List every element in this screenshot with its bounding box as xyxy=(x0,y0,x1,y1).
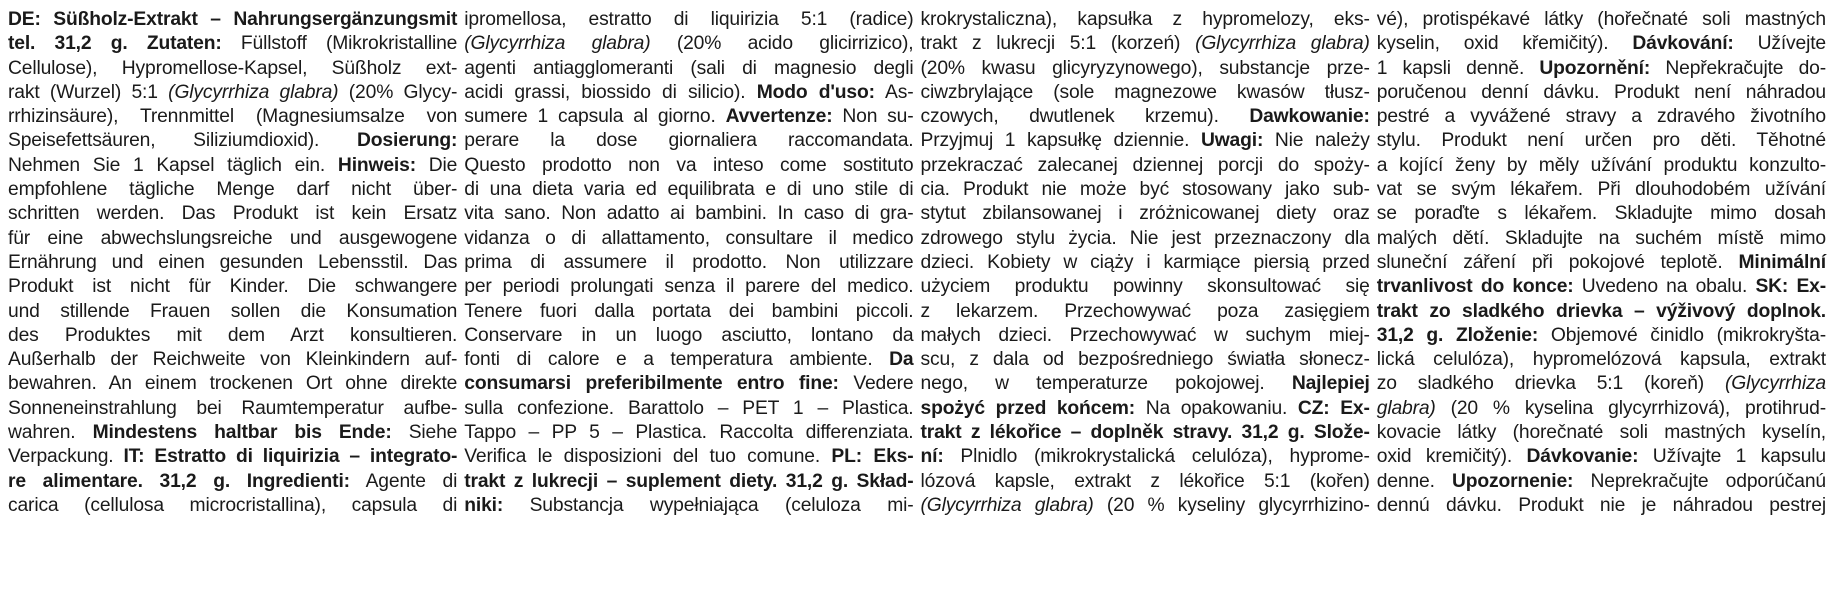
body-text: trakt z lukrecji 5:1 (korzeń) xyxy=(920,33,1196,55)
body-text: empfohlene tägliche Menge darf nicht über- xyxy=(8,179,458,201)
body-text: Agente di xyxy=(349,470,458,492)
body-text: fonti di calore e a temperatura ambiente. xyxy=(464,349,890,371)
text-line xyxy=(921,57,1370,81)
text-line xyxy=(464,154,913,178)
bold-text: Da xyxy=(889,349,914,371)
body-text: Verpackung. xyxy=(8,446,124,468)
body-text: vat se svým lékařem. Při dlouhodobém užívání xyxy=(1376,179,1826,201)
body-text: Objemové činidlo (mikrokryšta- xyxy=(1538,324,1826,346)
body-text: stylu. Produkt není určen pro děti. Těhotné xyxy=(1376,130,1826,152)
body-text: bewahren. An einem trockenen Ort ohne direkte xyxy=(8,373,458,395)
bold-text: spożyć przed końcem: xyxy=(920,397,1136,419)
text-line xyxy=(8,32,457,56)
text-line xyxy=(8,275,457,299)
text-column-3 xyxy=(921,8,1370,597)
body-text: As- xyxy=(874,81,914,103)
text-line xyxy=(8,324,457,348)
text-line xyxy=(1377,372,1826,396)
text-line xyxy=(921,324,1370,348)
text-line xyxy=(464,202,913,226)
body-text: se poraďte s lékařem. Skladujte mimo dosah xyxy=(1376,203,1826,225)
text-line xyxy=(1377,445,1826,469)
body-text: (20 % kyselina glycyrrhizová), protihrud- xyxy=(1435,397,1826,419)
text-line xyxy=(921,202,1370,226)
text-line xyxy=(8,81,457,105)
body-text: sumere 1 capsula al giorno. xyxy=(464,106,726,128)
body-text: kovacie látky (horečnaté soli mastných kyselín, xyxy=(1376,422,1826,444)
text-line xyxy=(921,445,1370,469)
bold-text: Najlepiej xyxy=(1291,373,1370,395)
text-line xyxy=(1377,348,1826,372)
text-line xyxy=(8,494,457,518)
body-text: a kojící ženy by měly užívání produktu konzulto- xyxy=(1376,154,1826,176)
text-column-1 xyxy=(8,8,457,597)
body-text: malých dětí. Skladujte na suchém místě mimo xyxy=(1376,227,1826,249)
bold-text: trakt z lukrecji – suplement diety. 31,2 g. Skład- xyxy=(464,470,914,492)
body-text: oxid kremičitý). xyxy=(1376,446,1527,468)
body-text: przekraczać zalecanej dziennej porcji do spoży- xyxy=(920,154,1370,176)
text-line xyxy=(464,81,913,105)
body-text: di una dieta varia ed equilibrata e di uno stile di xyxy=(464,179,914,201)
body-text: Plnidlo (mikrokrystalická celulóza), hyprome- xyxy=(943,446,1370,468)
text-line xyxy=(464,178,913,202)
bold-text: IT: Estratto di liquirizia – integrato- xyxy=(123,446,458,468)
text-line xyxy=(1377,227,1826,251)
text-line xyxy=(1377,251,1826,275)
body-text: schritten werden. Das Produkt ist kein Ersatz xyxy=(8,203,458,225)
bold-text: Upozornenie: xyxy=(1451,470,1574,492)
body-text: dennú dávku. Produkt nie je náhradou pestrej xyxy=(1376,494,1826,516)
text-line xyxy=(1377,178,1826,202)
body-text: Speisefettsäuren, Siliziumdioxid). xyxy=(8,130,358,152)
text-column-4 xyxy=(1377,8,1826,597)
text-line xyxy=(8,154,457,178)
text-line xyxy=(464,470,913,494)
text-line xyxy=(464,129,913,153)
text-line xyxy=(8,8,457,32)
text-column-2 xyxy=(464,8,913,597)
bold-text: Uwagi: xyxy=(1200,130,1264,152)
text-line xyxy=(464,348,913,372)
body-text: kyselin, oxid křemičitý). xyxy=(1376,33,1633,55)
body-text: nego, w temperaturze pokojowej. xyxy=(920,373,1292,395)
text-line xyxy=(921,227,1370,251)
text-line xyxy=(464,251,913,275)
body-text: scu, z dala od bezpośredniego światła słonecz- xyxy=(920,349,1370,371)
body-text: zdrowego stylu życia. Nie jest przeznaczony dla xyxy=(920,227,1370,249)
text-line xyxy=(464,227,913,251)
body-text: Užívejte xyxy=(1733,33,1826,55)
body-text: sulla confezione. Barattolo – PET 1 – Plastica. xyxy=(464,397,914,419)
text-line xyxy=(921,251,1370,275)
bold-text: re alimentare. 31,2 g. Ingredienti: xyxy=(8,470,350,492)
body-text: Non su- xyxy=(832,106,914,128)
body-text: Questo prodotto non va inteso come sostituto xyxy=(464,154,914,176)
body-text: und stillende Frauen sollen die Konsumation xyxy=(8,300,458,322)
text-line xyxy=(8,421,457,445)
italic-text: (Glycyrrhiza glabra) xyxy=(168,81,339,103)
body-text: Vedere xyxy=(838,373,914,395)
body-text: użyciem produktu powinny skonsultować się xyxy=(920,276,1370,298)
body-text: acidi grassi, biossido di silicio). xyxy=(464,81,757,103)
body-text: 1 kapsli denně. xyxy=(1376,57,1540,79)
text-line xyxy=(921,470,1370,494)
text-line xyxy=(8,57,457,81)
body-text: per periodi prolungati senza il parere del medico. xyxy=(464,276,914,298)
text-line xyxy=(921,105,1370,129)
body-text: cia. Produkt nie może być stosowany jako sub- xyxy=(920,179,1370,201)
text-line xyxy=(464,324,913,348)
text-line xyxy=(8,397,457,421)
bold-text: Minimální xyxy=(1738,251,1826,273)
bold-text: trakt zo sladkého drievka – výživový doplnok. xyxy=(1376,300,1826,322)
bold-text: PL: Eks- xyxy=(831,446,914,468)
body-text: ipromellosa, estratto di liquirizia 5:1 (radice) xyxy=(464,9,914,30)
body-text: agenti antiagglomeranti (sali di magnesio degli xyxy=(464,57,914,79)
bold-text: consumarsi preferibilmente entro fine: xyxy=(464,373,839,395)
body-text: Sonneneinstrahlung bei Raumtemperatur aufbe- xyxy=(8,397,458,419)
body-text: Uvedeno na obalu. xyxy=(1573,276,1756,298)
body-text: Przyjmuj 1 kapsułkę dziennie. xyxy=(920,130,1201,152)
text-line xyxy=(921,275,1370,299)
bold-text: SK: Ex- xyxy=(1755,276,1826,298)
text-line xyxy=(8,202,457,226)
text-line xyxy=(464,300,913,324)
body-text: Produkt ist nicht für Kinder. Die schwangere xyxy=(8,276,458,298)
italic-text: (Glycyrrhiza glabra) xyxy=(1195,33,1370,55)
text-line xyxy=(921,32,1370,56)
body-text: Tenere fuori dalla portata dei bambini piccoli. xyxy=(464,300,914,322)
text-line xyxy=(1377,57,1826,81)
bold-text: trvanlivost do konce: xyxy=(1376,276,1574,298)
body-text: carica (cellulosa microcristallina), capsula di xyxy=(8,494,458,516)
body-text: z lekarzem. Przechowywać poza zasięgiem xyxy=(920,300,1370,322)
text-line xyxy=(8,251,457,275)
body-text: Siehe xyxy=(391,422,458,444)
bold-text: 31,2 g. Zloženie: xyxy=(1376,324,1539,346)
text-line xyxy=(921,397,1370,421)
body-text: Verifica le disposizioni del tuo comune. xyxy=(464,446,832,468)
text-line xyxy=(1377,81,1826,105)
text-line xyxy=(464,421,913,445)
bold-text: Hinweis: xyxy=(337,154,416,176)
body-text: Außerhalb der Reichweite von Kleinkindern auf- xyxy=(8,349,458,371)
bold-text: tel. 31,2 g. Zutaten: xyxy=(8,33,222,55)
body-text: vé), protispékavé látky (hořečnaté soli mastných xyxy=(1376,9,1826,30)
body-text: Neprekračujte odporúčanú xyxy=(1573,470,1826,492)
text-line xyxy=(921,178,1370,202)
body-text: (20% acido glicirrizico), xyxy=(650,33,914,55)
text-line xyxy=(921,300,1370,324)
body-text: Ernährung und einen gesunden Lebensstil. Das xyxy=(8,251,458,273)
body-text: prima di assumere il prodotto. Non utilizzare xyxy=(464,251,914,273)
text-line xyxy=(921,494,1370,518)
italic-text: glabra) xyxy=(1376,397,1436,419)
body-text: Nepřekračujte do- xyxy=(1650,57,1826,79)
body-text: Užívajte 1 kapsulu xyxy=(1638,446,1827,468)
body-text: (20% kwasu glicyryzynowego), substancje prze- xyxy=(920,57,1370,79)
body-text: pestré a vyvážené stravy a zdravého životního xyxy=(1376,106,1826,128)
text-line xyxy=(921,421,1370,445)
text-line xyxy=(921,372,1370,396)
text-line xyxy=(1377,324,1826,348)
text-line xyxy=(1377,105,1826,129)
text-line xyxy=(8,470,457,494)
body-text: (20 % kyseliny glycyrrhizino- xyxy=(1093,494,1370,516)
body-text: lózová kapsle, extrakt z lékořice 5:1 (kořen) xyxy=(920,470,1370,492)
body-text: Die xyxy=(415,154,458,176)
text-line xyxy=(464,445,913,469)
text-line xyxy=(1377,8,1826,32)
text-line xyxy=(464,494,913,518)
text-line xyxy=(8,445,457,469)
body-text: Tappo – PP 5 – Plastica. Raccolta differenziata. xyxy=(464,422,914,444)
body-text: rakt (Wurzel) 5:1 xyxy=(8,81,169,103)
body-text: Na opakowaniu. xyxy=(1135,397,1298,419)
body-text: Nehmen Sie 1 Kapsel täglich ein. xyxy=(8,154,338,176)
text-line xyxy=(1377,494,1826,518)
bold-text: CZ: Ex- xyxy=(1297,397,1370,419)
bold-text: niki: xyxy=(464,494,504,516)
text-line xyxy=(8,105,457,129)
body-text: (20% Glycy- xyxy=(338,81,458,103)
body-text: des Produktes mit dem Arzt konsultieren. xyxy=(8,324,458,346)
text-line xyxy=(921,348,1370,372)
body-text: dzieci. Kobiety w ciąży i karmiące piersią przed xyxy=(920,251,1370,273)
text-line xyxy=(464,397,913,421)
text-line xyxy=(8,178,457,202)
body-text: vita sano. Non adatto ai bambini. In caso di gra- xyxy=(464,203,914,225)
italic-text: (Glycyrrhiza glabra) xyxy=(920,494,1094,516)
text-line xyxy=(1377,421,1826,445)
text-line xyxy=(8,372,457,396)
text-line xyxy=(1377,202,1826,226)
bold-text: Dawkowanie: xyxy=(1249,106,1370,128)
text-line xyxy=(464,32,913,56)
body-text: poručenou denní dávku. Produkt není náhradou xyxy=(1376,81,1826,103)
bold-text: Avvertenze: xyxy=(725,106,833,128)
body-text: sluneční záření při pokojové teplotě. xyxy=(1376,251,1739,273)
body-text: vidanza o di allattamento, consultare il medico xyxy=(464,227,914,249)
body-text: Nie należy xyxy=(1263,130,1370,152)
text-line xyxy=(921,129,1370,153)
bold-text: Mindestens haltbar bis Ende: xyxy=(92,422,392,444)
bold-text: DE: Süßholz-Extrakt – Nahrungsergänzungsmit xyxy=(8,9,458,30)
text-line xyxy=(921,8,1370,32)
body-text: denne. xyxy=(1376,470,1452,492)
body-text: stytut zbilansowanej i zróżnicowanej diety oraz xyxy=(920,203,1370,225)
body-text: Cellulose), Hypromellose-Kapsel, Süßholz ext- xyxy=(8,57,458,79)
body-text: perare la dose giornaliera raccomandata. xyxy=(464,130,914,152)
body-text: krokrystaliczna), kapsułka z hypromelozy, eks- xyxy=(920,9,1370,30)
body-text: czowych, dwutlenek krzemu). xyxy=(920,106,1250,128)
body-text: lická celulóza), hypromelózová kapsula, extrakt xyxy=(1376,349,1826,371)
text-line xyxy=(1377,154,1826,178)
bold-text: trakt z lékořice – doplněk stravy. 31,2 g. Slože- xyxy=(920,422,1370,444)
text-line xyxy=(464,57,913,81)
italic-text: (Glycyrrhiza xyxy=(1725,373,1826,395)
text-line xyxy=(464,8,913,32)
text-line xyxy=(1377,275,1826,299)
body-text: Conservare in un luogo asciutto, lontano da xyxy=(464,324,914,346)
bold-text: Upozornění: xyxy=(1539,57,1651,79)
body-text: für eine abwechslungsreiche und ausgewogene xyxy=(8,227,458,249)
bold-text: Dosierung: xyxy=(357,130,458,152)
text-line xyxy=(1377,300,1826,324)
body-text: zo sladkého drievka 5:1 (koreň) xyxy=(1376,373,1726,395)
text-line xyxy=(1377,397,1826,421)
bold-text: Dávkování: xyxy=(1632,33,1734,55)
text-line xyxy=(464,105,913,129)
bold-text: Dávkovanie: xyxy=(1526,446,1639,468)
text-line xyxy=(8,129,457,153)
text-line xyxy=(464,372,913,396)
text-line xyxy=(8,227,457,251)
bold-text: ní: xyxy=(920,446,944,468)
body-text: Füllstoff (Mikrokristalline xyxy=(221,33,458,55)
text-line xyxy=(464,275,913,299)
text-line xyxy=(1377,129,1826,153)
body-text: małych dzieci. Przechowywać w suchym miej- xyxy=(920,324,1370,346)
body-text: ciwzbrylające (sole magnezowe kwasów tłusz- xyxy=(920,81,1370,103)
text-line xyxy=(8,348,457,372)
bold-text: Modo d'uso: xyxy=(756,81,875,103)
text-line xyxy=(1377,470,1826,494)
body-text: Substancja wypełniająca (celuloza mi- xyxy=(503,494,914,516)
text-line xyxy=(921,154,1370,178)
text-line xyxy=(8,300,457,324)
italic-text: (Glycyrrhiza glabra) xyxy=(464,33,651,55)
body-text: rrhizinsäure), Trennmittel (Magnesiumsalze von xyxy=(8,106,458,128)
text-line xyxy=(921,81,1370,105)
body-text: wahren. xyxy=(8,422,93,444)
text-line xyxy=(1377,32,1826,56)
